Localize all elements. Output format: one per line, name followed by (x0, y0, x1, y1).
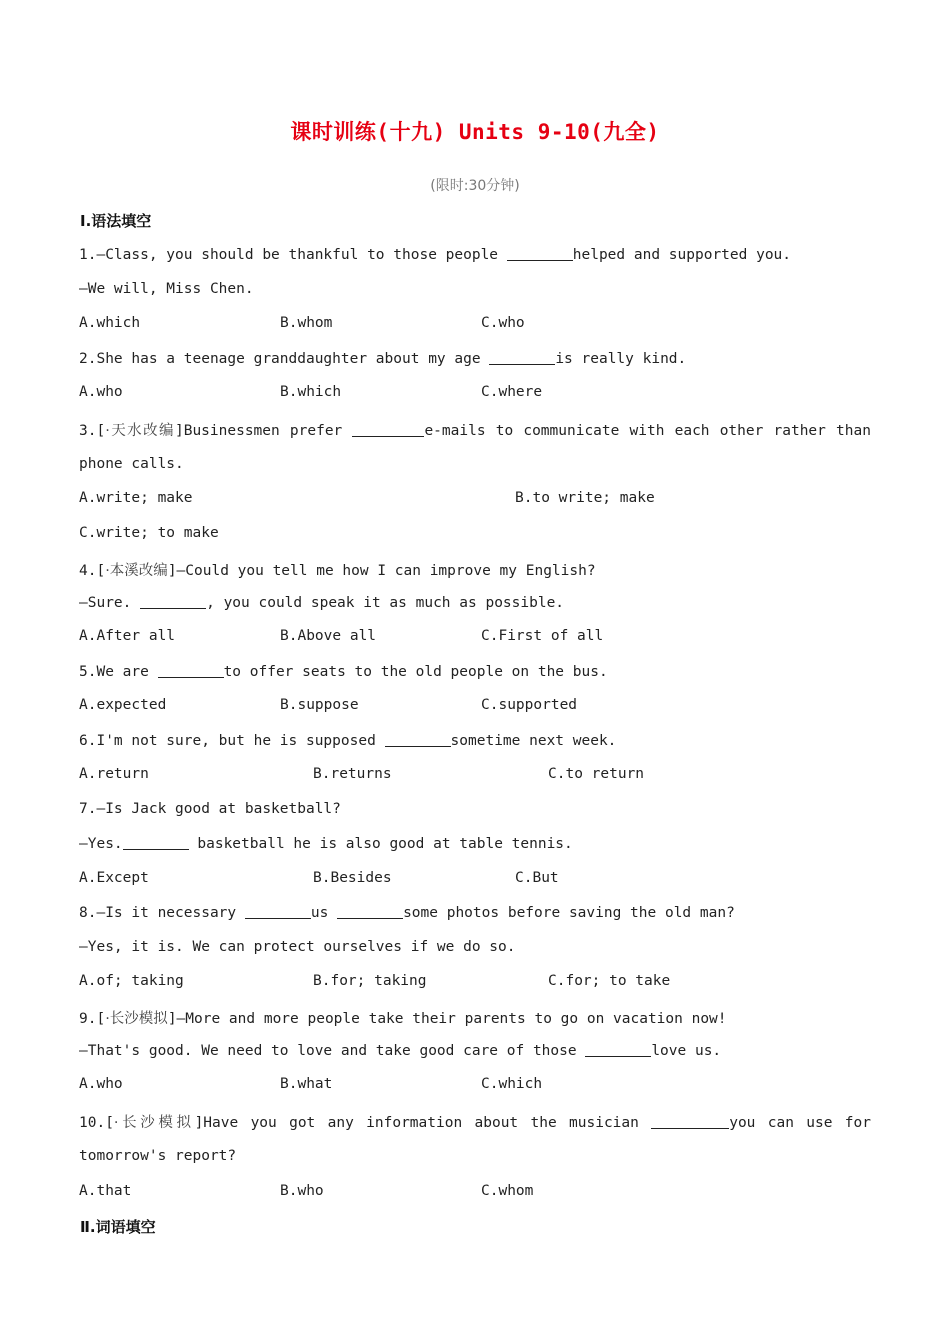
option-b[interactable]: B.what (280, 1076, 333, 1092)
answer-blank[interactable] (489, 350, 555, 365)
question-8-reply: —Yes, it is. We can protect ourselves if we do so. (79, 939, 516, 955)
option-c[interactable]: C.where (481, 384, 543, 400)
question-9-reply: —That's good. We need to love and take good care of those love us. (79, 1043, 722, 1059)
option-a[interactable]: A.write; make (79, 490, 193, 506)
option-a[interactable]: A.Except (79, 870, 149, 886)
option-c[interactable]: C.First of all (481, 628, 604, 644)
answer-blank[interactable] (123, 835, 189, 850)
question-1: 1.—Class, you should be thankful to those people helped and supported you. (79, 247, 792, 263)
answer-blank[interactable] (507, 246, 573, 261)
option-a[interactable]: A.who (79, 384, 123, 400)
answer-blank[interactable] (585, 1042, 651, 1057)
option-c[interactable]: C.whom (481, 1183, 534, 1199)
option-c[interactable]: C.who (481, 315, 525, 331)
question-2: 2.She has a teenage granddaughter about my age is really kind. (79, 351, 687, 367)
question-8: 8.—Is it necessary us some photos before saving the old man? (79, 905, 735, 921)
answer-blank[interactable] (352, 422, 424, 437)
section-vocabulary-heading: Ⅱ.词语填空 (80, 1218, 156, 1236)
option-a[interactable]: A.expected (79, 697, 167, 713)
option-b[interactable]: B.whom (280, 315, 333, 331)
answer-blank[interactable] (158, 663, 224, 678)
section-grammar-heading: Ⅰ.语法填空 (80, 212, 152, 230)
option-c[interactable]: C.But (515, 870, 559, 886)
option-b[interactable]: B.suppose (280, 697, 359, 713)
option-a[interactable]: A.which (79, 315, 141, 331)
question-4: 4.[·本溪改编]—Could you tell me how I can improve my English? (79, 563, 596, 579)
option-b[interactable]: B.Above all (280, 628, 377, 644)
question-3: 3.[·天水改编]Businessmen prefer e-mails to communicate with each other rather than (79, 423, 871, 439)
option-c[interactable]: C.for; to take (548, 973, 671, 989)
time-limit: (限时:30分钟) (430, 178, 520, 194)
option-a[interactable]: A.After all (79, 628, 176, 644)
question-6: 6.I'm not sure, but he is supposed sometime next week. (79, 733, 617, 749)
option-c[interactable]: C.write; to make (79, 525, 219, 541)
answer-blank[interactable] (651, 1114, 729, 1129)
option-b[interactable]: B.to write; make (515, 490, 655, 506)
question-9: 9.[·长沙模拟]—More and more people take their parents to go on vacation now! (79, 1011, 727, 1027)
option-c[interactable]: C.which (481, 1076, 543, 1092)
option-b[interactable]: B.Besides (313, 870, 392, 886)
answer-blank[interactable] (337, 904, 403, 919)
question-10: 10.[·长沙模拟]Have you got any information about the musician you can use for (79, 1115, 871, 1131)
option-b[interactable]: B.returns (313, 766, 392, 782)
option-b[interactable]: B.for; taking (313, 973, 427, 989)
answer-blank[interactable] (385, 732, 451, 747)
option-a[interactable]: A.of; taking (79, 973, 184, 989)
option-b[interactable]: B.which (280, 384, 342, 400)
option-c[interactable]: C.to return (548, 766, 645, 782)
answer-blank[interactable] (140, 594, 206, 609)
question-7-reply: —Yes. basketball he is also good at table tennis. (79, 836, 573, 852)
option-a[interactable]: A.return (79, 766, 149, 782)
question-4-reply: —Sure. , you could speak it as much as possible. (79, 595, 565, 611)
option-b[interactable]: B.who (280, 1183, 324, 1199)
answer-blank[interactable] (245, 904, 311, 919)
question-10-continued: tomorrow's report? (79, 1148, 237, 1164)
question-3-continued: phone calls. (79, 456, 184, 472)
option-a[interactable]: A.who (79, 1076, 123, 1092)
question-1-reply: —We will, Miss Chen. (79, 281, 254, 297)
question-7: 7.—Is Jack good at basketball? (79, 801, 341, 817)
page-title: 课时训练(十九) Units 9-10(九全) (290, 120, 660, 144)
question-5: 5.We are to offer seats to the old people on the bus. (79, 664, 608, 680)
option-a[interactable]: A.that (79, 1183, 132, 1199)
option-c[interactable]: C.supported (481, 697, 578, 713)
